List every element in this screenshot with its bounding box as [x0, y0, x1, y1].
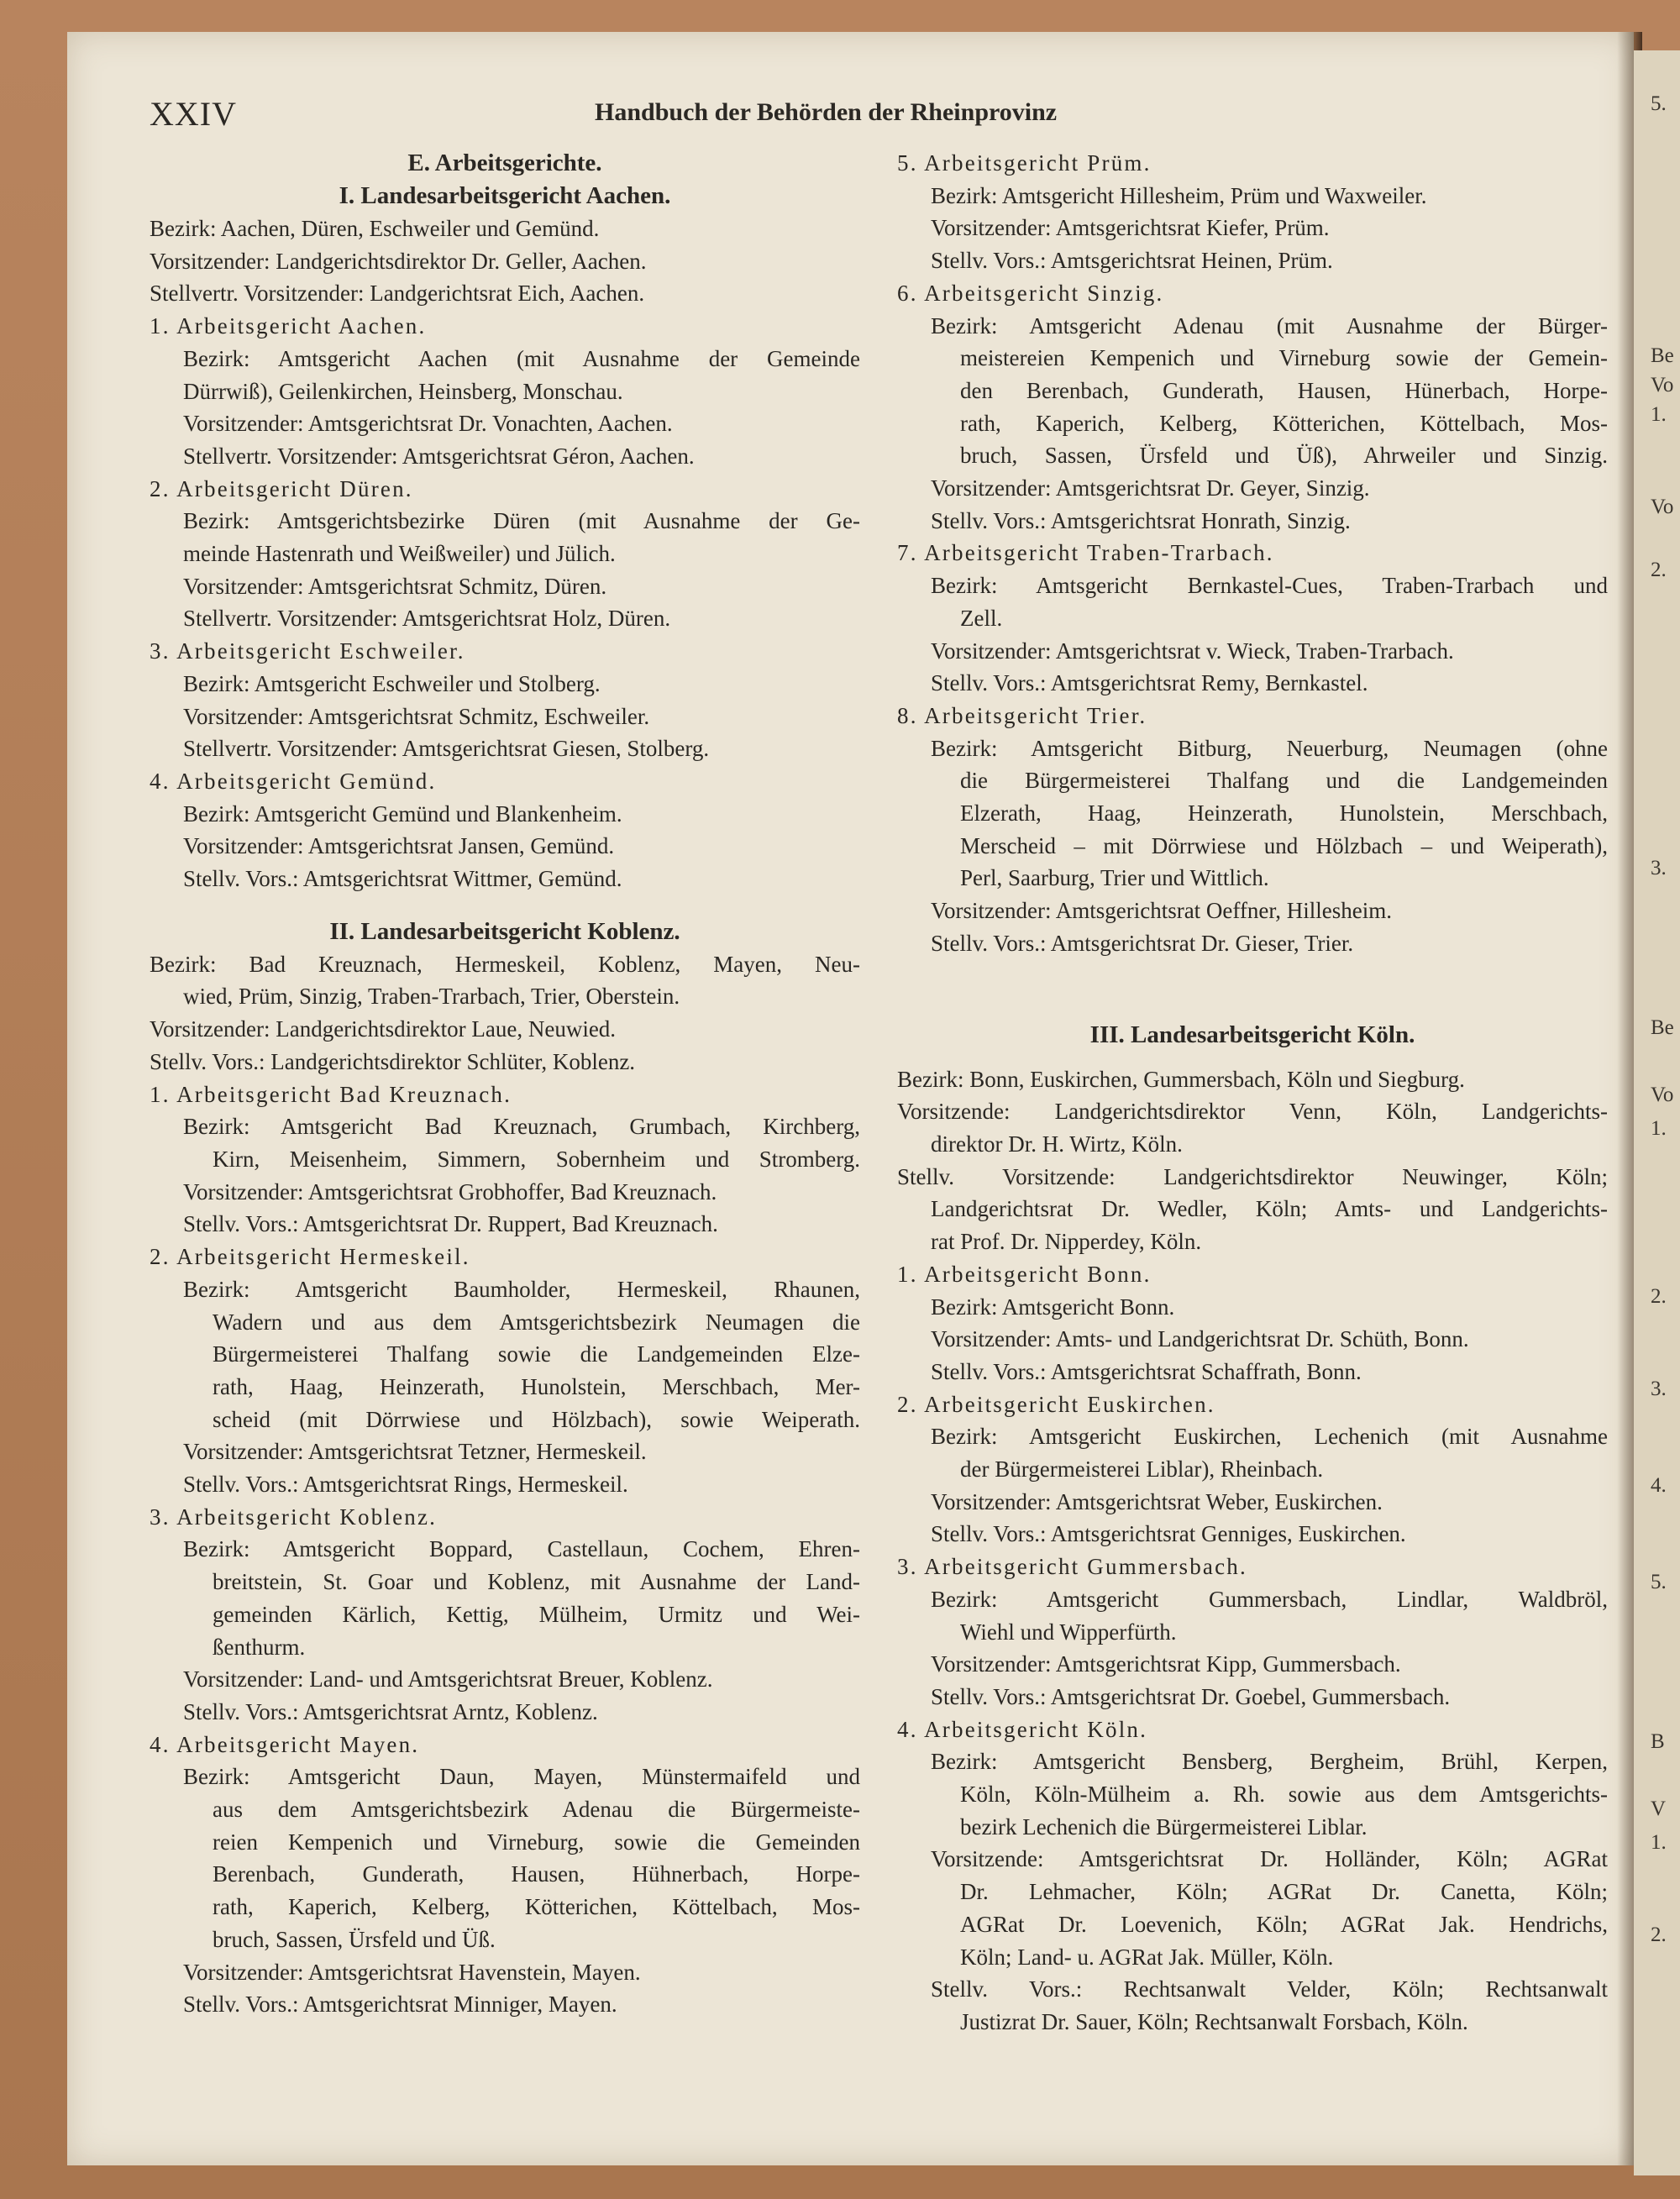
text-line: Kirn, Meisenheim, Simmern, Sobernheim und Stromberg. — [213, 1146, 860, 1172]
text-line: Bezirk: Amtsgericht Bitburg, Neuerburg, Neumagen (ohne — [931, 735, 1608, 761]
text-line: Vorsitzender: Amtsgerichtsrat v. Wieck, Traben-Trarbach. — [931, 638, 1454, 664]
text-line: Bezirk: Amtsgerichtsbezirke Düren (mit Ausnahme der Ge- — [183, 508, 860, 534]
text-line: Stellv. Vors.: Rechtsanwalt Velder, Köln; Rechtsanwalt — [931, 1976, 1608, 2002]
next-page-fragment: 2. — [1651, 1923, 1667, 1946]
text-line: Köln, Köln-Mülheim a. Rh. sowie aus dem Amtsgerichts- — [960, 1782, 1608, 1808]
text-line: Bezirk: Amtsgericht Boppard, Castellaun, Cochem, Ehren- — [183, 1536, 860, 1562]
court-heading: 1. Arbeitsgericht Aachen. — [150, 313, 427, 339]
text-line: den Berenbach, Gunderath, Hausen, Hünerbach, Horpe- — [960, 377, 1608, 403]
text-line: gemeinden Kärlich, Kettig, Mülheim, Urmitz und Wei- — [213, 1601, 860, 1627]
next-page-fragment: 3. — [1651, 1378, 1667, 1400]
text-line: Bezirk: Amtsgericht Hillesheim, Prüm und Waxweiler. — [931, 182, 1427, 208]
text-line: breitstein, St. Goar und Koblenz, mit Ausnahme der Land- — [213, 1569, 860, 1595]
text-line: Vorsitzender: Amtsgerichtsrat Tetzner, Hermeskeil. — [183, 1439, 647, 1465]
text-line: Vorsitzender: Amtsgerichtsrat Kiefer, Prüm. — [931, 215, 1330, 241]
text-line: Vorsitzender: Amts- und Landgerichtsrat Dr. Schüth, Bonn. — [931, 1326, 1469, 1352]
text-line: Stellvertr. Vorsitzender: Amtsgerichtsrat Géron, Aachen. — [183, 443, 695, 469]
court-heading: 2. Arbeitsgericht Düren. — [150, 475, 413, 501]
text-line: Vorsitzender: Landgerichtsdirektor Dr. Geller, Aachen. — [150, 248, 647, 274]
text-line: Zell. — [960, 605, 1003, 631]
text-line: Berenbach, Gunderath, Hausen, Hühnerbach, Horpe- — [213, 1861, 860, 1887]
text-line: Stellv. Vors.: Amtsgerichtsrat Wittmer, Gemünd. — [183, 866, 622, 892]
text-line: Vorsitzender: Land- und Amtsgerichtsrat Breuer, Koblenz. — [183, 1666, 713, 1693]
section-heading: III. Landesarbeitsgericht Köln. — [1089, 1021, 1415, 1048]
next-page-fragment: Be — [1651, 1016, 1674, 1039]
text-line: meistereien Kempenich und Virneburg sowie der Gemein- — [960, 345, 1608, 371]
text-line: Stellv. Vorsitzende: Landgerichtsdirektor Neuwinger, Köln; — [897, 1163, 1608, 1189]
next-page-fragment: 3. — [1651, 857, 1667, 879]
spacer — [897, 1052, 1608, 1063]
text-line: scheid (mit Dörrwiese und Hölzbach), sowie Weiperath. — [213, 1406, 860, 1432]
text-line: Stellv. Vors.: Amtsgerichtsrat Schaffrath, Bonn. — [931, 1358, 1362, 1384]
text-line: Bezirk: Aachen, Düren, Eschweiler und Gemünd. — [150, 216, 600, 241]
text-line: Vorsitzende: Amtsgerichtsrat Dr. Holländer, Köln; AGRat — [931, 1846, 1608, 1872]
text-line: Justizrat Dr. Sauer, Köln; Rechtsanwalt Forsbach, Köln. — [960, 2008, 1468, 2034]
text-line: rat Prof. Dr. Nipperdey, Köln. — [931, 1229, 1202, 1255]
text-line: Bezirk: Amtsgericht Eschweiler und Stolberg. — [183, 670, 601, 696]
text-line: Wiehl und Wipperfürth. — [960, 1619, 1177, 1645]
next-page-fragment: B — [1651, 1730, 1665, 1753]
text-line: bruch, Sassen, Ürsfeld und Üß. — [213, 1926, 496, 1952]
text-line: rath, Kaperich, Kelberg, Kötterichen, Köttelbach, Mos- — [960, 410, 1608, 436]
text-line: Dr. Lehmacher, Köln; AGRat Dr. Canetta, Köln; — [960, 1879, 1608, 1905]
next-page-fragment: 1. — [1651, 403, 1667, 426]
text-line: Stellv. Vors.: Amtsgerichtsrat Genniges, Euskirchen. — [931, 1521, 1406, 1547]
text-line: Vorsitzender: Amtsgerichtsrat Schmitz, Düren. — [183, 573, 607, 599]
court-heading: 3. Arbeitsgericht Eschweiler. — [150, 638, 465, 664]
text-line: Elzerath, Haag, Heinzerath, Hunolstein, Merschbach, — [960, 800, 1608, 827]
next-page-fragment: Vo — [1651, 374, 1674, 396]
spacer — [897, 960, 1608, 1019]
left-column — [150, 147, 860, 2021]
text-line: Bezirk: Amtsgericht Euskirchen, Lechenich (mit Ausnahme — [931, 1424, 1608, 1450]
page-number: XXIV — [150, 95, 237, 133]
text-line: reien Kempenich und Virneburg, sowie die Gemeinden — [213, 1829, 860, 1855]
next-page-fragment: 4. — [1651, 1474, 1667, 1497]
text-line: Bezirk: Amtsgericht Bensberg, Bergheim, Brühl, Kerpen, — [931, 1749, 1608, 1775]
section-heading: E. Arbeitsgerichte. — [407, 150, 602, 176]
text-line: Stellv. Vors.: Amtsgerichtsrat Remy, Bernkastel. — [931, 670, 1368, 696]
court-heading: 1. Arbeitsgericht Bad Kreuznach. — [150, 1081, 512, 1107]
text-line: Perl, Saarburg, Trier und Wittlich. — [960, 865, 1269, 891]
text-line: Vorsitzender: Amtsgerichtsrat Dr. Vonachten, Aachen. — [183, 411, 673, 437]
text-line: Stellv. Vors.: Amtsgerichtsrat Honrath, Sinzig. — [931, 507, 1351, 533]
court-heading: 2. Arbeitsgericht Euskirchen. — [897, 1391, 1215, 1417]
court-heading: 5. Arbeitsgericht Prüm. — [897, 150, 1152, 176]
text-line: Vorsitzender: Amtsgerichtsrat Kipp, Gummersbach. — [931, 1651, 1401, 1677]
spacer — [150, 895, 860, 916]
right-column — [897, 147, 1608, 2039]
court-heading: 4. Arbeitsgericht Gemünd. — [150, 768, 437, 794]
next-page-fragment: Be — [1651, 344, 1674, 367]
text-line: Vorsitzende: Landgerichtsdirektor Venn, Köln, Landgerichts- — [897, 1099, 1608, 1125]
text-line: Bezirk: Amtsgericht Daun, Mayen, Münstermaifeld und — [183, 1764, 860, 1790]
text-line: Landgerichtsrat Dr. Wedler, Köln; Amts- und Landgerichts- — [931, 1196, 1608, 1222]
text-line: Bezirk: Amtsgericht Gummersbach, Lindlar, Waldbröl, — [931, 1586, 1608, 1612]
text-line: AGRat Dr. Loevenich, Köln; AGRat Jak. Hendrichs, — [960, 1911, 1608, 1937]
next-page-fragment: 5. — [1651, 1571, 1667, 1593]
text-line: wied, Prüm, Sinzig, Traben-Trarbach, Trier, Oberstein. — [183, 984, 680, 1010]
next-page-fragment: Vo — [1651, 496, 1674, 518]
next-page-fragment: Vo — [1651, 1084, 1674, 1106]
text-line: Stellv. Vors.: Amtsgerichtsrat Minniger, Mayen. — [183, 1992, 617, 2018]
next-page-edge — [1634, 50, 1680, 2175]
next-page-fragment: 2. — [1651, 559, 1667, 581]
text-line: rath, Kaperich, Kelberg, Kötterichen, Köttelbach, Mos- — [213, 1894, 860, 1920]
next-page-fragment: 5. — [1651, 92, 1667, 115]
text-line: Stellv. Vors.: Amtsgerichtsrat Rings, Hermeskeil. — [183, 1472, 628, 1498]
text-line: Vorsitzender: Amtsgerichtsrat Oeffner, Hillesheim. — [931, 898, 1393, 924]
court-heading: 8. Arbeitsgericht Trier. — [897, 702, 1147, 728]
text-line: Stellvertr. Vorsitzender: Amtsgerichtsrat Giesen, Stolberg. — [183, 736, 710, 762]
section-heading: I. Landesarbeitsgericht Aachen. — [339, 182, 671, 209]
text-line: Bezirk: Amtsgericht Aachen (mit Ausnahme der Gemeinde — [183, 345, 860, 371]
text-line: Merscheid – mit Dörrwiese und Hölzbach – und Weiperath), — [960, 832, 1608, 858]
next-page-fragment: 1. — [1651, 1831, 1667, 1854]
text-line: Stellv. Vors.: Amtsgerichtsrat Dr. Ruppert, Bad Kreuznach. — [183, 1211, 718, 1237]
text-line: Vorsitzender: Amtsgerichtsrat Jansen, Gemünd. — [183, 833, 615, 859]
next-page-fragment: V — [1651, 1798, 1667, 1820]
text-line: Bezirk: Amtsgericht Bad Kreuznach, Grumbach, Kirchberg, — [183, 1114, 860, 1140]
text-line: bruch, Sassen, Ürsfeld und Üß), Ahrweiler und Sinzig. — [960, 443, 1608, 469]
text-line: ßenthurm. — [213, 1634, 306, 1660]
text-line: rath, Haag, Heinzerath, Hunolstein, Merschbach, Mer- — [213, 1373, 860, 1399]
court-heading: 6. Arbeitsgericht Sinzig. — [897, 280, 1164, 306]
text-line: Bezirk: Amtsgericht Baumholder, Hermeskeil, Rhaunen, — [183, 1276, 860, 1302]
text-line: Stellvertr. Vorsitzender: Amtsgerichtsrat Holz, Düren. — [183, 606, 671, 632]
court-heading: 1. Arbeitsgericht Bonn. — [897, 1261, 1152, 1287]
next-page-fragment: 2. — [1651, 1285, 1667, 1308]
text-line: Stellv. Vors.: Amtsgerichtsrat Dr. Goebel, Gummersbach. — [931, 1683, 1451, 1709]
text-line: Vorsitzender: Amtsgerichtsrat Dr. Geyer, Sinzig. — [931, 475, 1370, 501]
text-line: Stellv. Vors.: Amtsgerichtsrat Arntz, Koblenz. — [183, 1698, 598, 1724]
text-line: Vorsitzender: Amtsgerichtsrat Havenstein, Mayen. — [183, 1959, 641, 1985]
text-line: die Bürgermeisterei Thalfang und die Landgemeinden — [960, 768, 1608, 794]
text-line: Vorsitzender: Landgerichtsdirektor Laue, Neuwied. — [150, 1016, 617, 1042]
text-line: aus dem Amtsgerichtsbezirk Adenau die Bürgermeiste- — [213, 1797, 860, 1823]
text-line: Dürrwiß), Geilenkirchen, Heinsberg, Monschau. — [183, 378, 623, 404]
text-line: Vorsitzender: Amtsgerichtsrat Grobhoffer, Bad Kreuznach. — [183, 1178, 717, 1204]
text-line: der Bürgermeisterei Liblar), Rheinbach. — [960, 1456, 1324, 1483]
text-line: Bezirk: Amtsgericht Bonn. — [931, 1294, 1175, 1320]
text-line: Bezirk: Amtsgericht Adenau (mit Ausnahme der Bürger- — [931, 312, 1608, 339]
page-header — [150, 94, 1613, 144]
text-line: Bezirk: Bonn, Euskirchen, Gummersbach, Köln und Siegburg. — [897, 1066, 1465, 1092]
text-line: Stellv. Vors.: Amtsgerichtsrat Heinen, Prüm. — [931, 248, 1333, 274]
text-line: Stellvertr. Vorsitzender: Landgerichtsrat Eich, Aachen. — [150, 281, 645, 307]
text-line: Stellv. Vors.: Amtsgerichtsrat Dr. Gieser, Trier. — [931, 930, 1354, 956]
court-heading: 4. Arbeitsgericht Mayen. — [150, 1731, 420, 1757]
section-heading: II. Landesarbeitsgericht Koblenz. — [329, 917, 680, 945]
court-heading: 2. Arbeitsgericht Hermeskeil. — [150, 1244, 470, 1270]
court-heading: 3. Arbeitsgericht Koblenz. — [150, 1504, 438, 1530]
text-line: meinde Hastenrath und Weißweiler) und Jülich. — [183, 541, 616, 567]
text-line: Vorsitzender: Amtsgerichtsrat Weber, Euskirchen. — [931, 1488, 1383, 1514]
text-line: Bezirk: Amtsgericht Gemünd und Blankenheim. — [183, 800, 622, 827]
text-line: Vorsitzender: Amtsgerichtsrat Schmitz, Eschweiler. — [183, 703, 650, 729]
court-heading: 7. Arbeitsgericht Traben-Trarbach. — [897, 540, 1274, 566]
court-heading: 3. Arbeitsgericht Gummersbach. — [897, 1554, 1247, 1580]
text-line: direktor Dr. H. Wirtz, Köln. — [931, 1131, 1183, 1157]
text-line: Wadern und aus dem Amtsgerichtsbezirk Neumagen die — [213, 1309, 860, 1335]
running-title: Handbuch der Behörden der Rheinprovinz — [595, 98, 1058, 126]
text-line: Bezirk: Amtsgericht Bernkastel-Cues, Traben-Trarbach und — [931, 573, 1608, 599]
text-line: Stellv. Vors.: Landgerichtsdirektor Schlüter, Koblenz. — [150, 1048, 636, 1074]
text-line: Bürgermeisterei Thalfang sowie die Landgemeinden Elze- — [213, 1341, 860, 1367]
next-page-fragment: 1. — [1651, 1117, 1667, 1140]
text-line: Bezirk: Bad Kreuznach, Hermeskeil, Koblenz, Mayen, Neu- — [150, 951, 860, 977]
text-line: Köln; Land- u. AGRat Jak. Müller, Köln. — [960, 1944, 1334, 1970]
court-heading: 4. Arbeitsgericht Köln. — [897, 1716, 1148, 1742]
text-line: bezirk Lechenich die Bürgermeisterei Liblar. — [960, 1813, 1368, 1839]
